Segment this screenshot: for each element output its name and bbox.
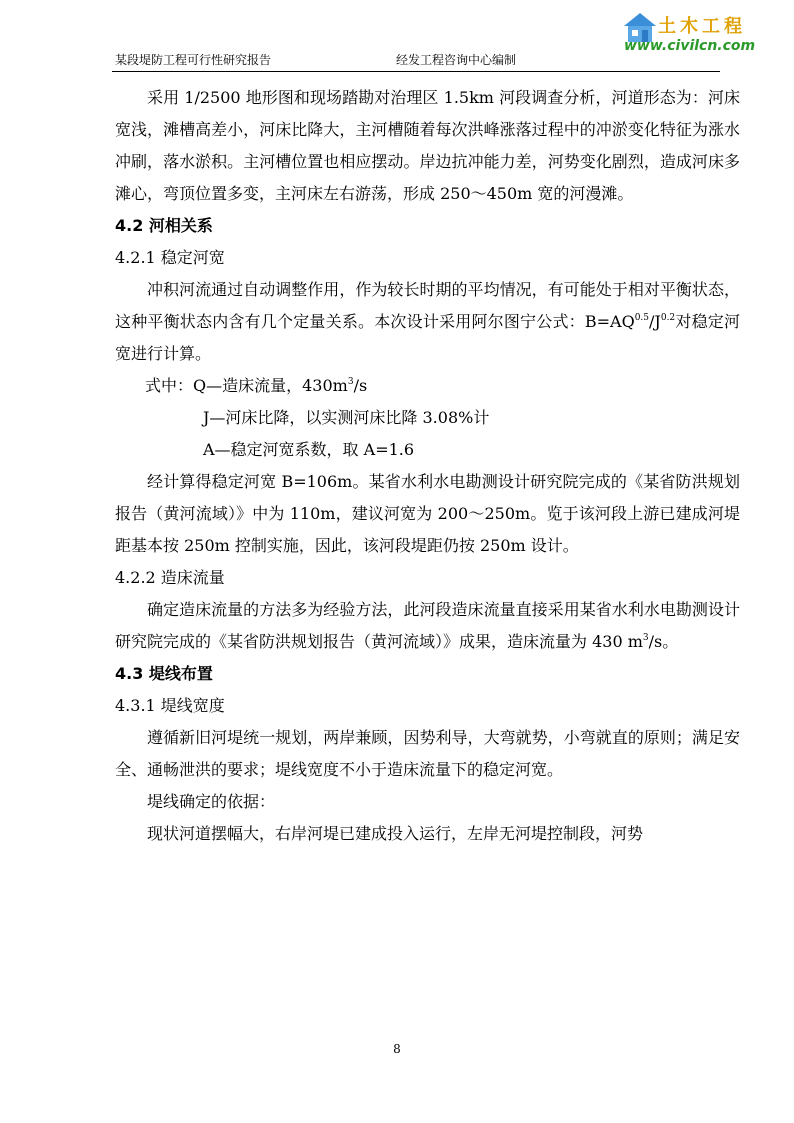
variable-q-text: 式中：Q—造床流量，430m (145, 376, 348, 395)
paragraph-formula (115, 274, 740, 370)
subsection-heading-4-3-1: 4.3.1 堤线宽度 (115, 696, 225, 715)
variable-q-unit: /s (353, 376, 368, 395)
paragraph-principles: 遵循新旧河堤统一规划，两岸兼顾，因势利导，大弯就势，小弯就直的原则；满足安全、通畅泄洪的要求；堤线宽度不小于造床流量下的稳定河宽。 (115, 728, 740, 779)
subsection-heading-4-2-2: 4.2.2 造床流量 (115, 568, 225, 587)
site-logo (618, 10, 774, 60)
variable-a: A—稳定河宽系数，取 A=1.6 (203, 440, 415, 459)
header-editor: 经发工程咨询中心编制 (396, 53, 517, 67)
header-divider (112, 71, 720, 72)
discharge-exponent: 3 (642, 633, 649, 643)
paragraph-discharge (115, 594, 740, 658)
variable-q-exponent: 3 (347, 377, 354, 387)
section-heading-4-3: 4.3 堤线布置 (115, 664, 213, 683)
paragraph-river-morphology: 采用 1/2500 地形图和现场踏勘对治理区 1.5km 河段调查分析，河道形态为：河床宽浅，滩槽高差小，河床比降大，主河槽随着每次洪峰涨落过程中的冲淤变化特征为涨水冲刷，落水淤积。主河槽位置也相应摆动。岸边抗冲能力差，河势变化剧烈，造成河床多滩心，弯顶位置多变，主河床左右游荡，形成 250～450m 宽的河漫滩。 (115, 88, 740, 203)
subsection-heading-4-2-1: 4.2.1 稳定河宽 (115, 248, 225, 267)
section-heading-4-2: 4.2 河相关系 (115, 216, 213, 235)
page-number: 8 (393, 1042, 401, 1056)
paragraph-basis-label: 堤线确定的依据： (147, 792, 276, 811)
paragraph-river-width-result: 经计算得稳定河宽 B=106m。某省水利水电勘测设计研究院完成的《某省防洪规划报告（黄河流域）》中为 110m，建议河宽为 200～250m。览于该河段上游已建成河堤距基本按 250m 控制实施，因此，该河段堤距仍按 250m 设计。 (115, 472, 740, 555)
variable-j: J—河床比降，以实测河床比降 3.08%计 (203, 408, 490, 427)
discharge-unit: /s。 (648, 632, 679, 651)
variable-q (115, 370, 740, 402)
logo-title: 土木工程 (658, 16, 746, 37)
formula-exponent-q: 0.5 (634, 313, 650, 323)
header-report-title: 某段堤防工程可行性研究报告 (115, 53, 272, 67)
document-body (115, 82, 740, 850)
logo-url: www.civilcn.com (624, 38, 756, 54)
formula-tail: 对稳定河宽进行计算。 (115, 312, 740, 363)
discharge-text: 确定造床流量的方法多为经验方法，此河段造床流量直接采用某省水利水电勘测设计研究院完成的《某省防洪规划报告（黄河流域）》成果，造床流量为 430 m (115, 600, 740, 651)
formula-exponent-j: 0.2 (660, 313, 676, 323)
formula-text: 冲积河流通过自动调整作用，作为较长时期的平均情况，有可能处于相对平衡状态，这种平衡状态内含有几个定量关系。本次设计采用阿尔图宁公式：B=AQ (115, 280, 740, 331)
paragraph-current-state: 现状河道摆幅大，右岸河堤已建成投入运行，左岸无河堤控制段，河势 (147, 824, 644, 843)
formula-divider: /J (649, 312, 661, 331)
